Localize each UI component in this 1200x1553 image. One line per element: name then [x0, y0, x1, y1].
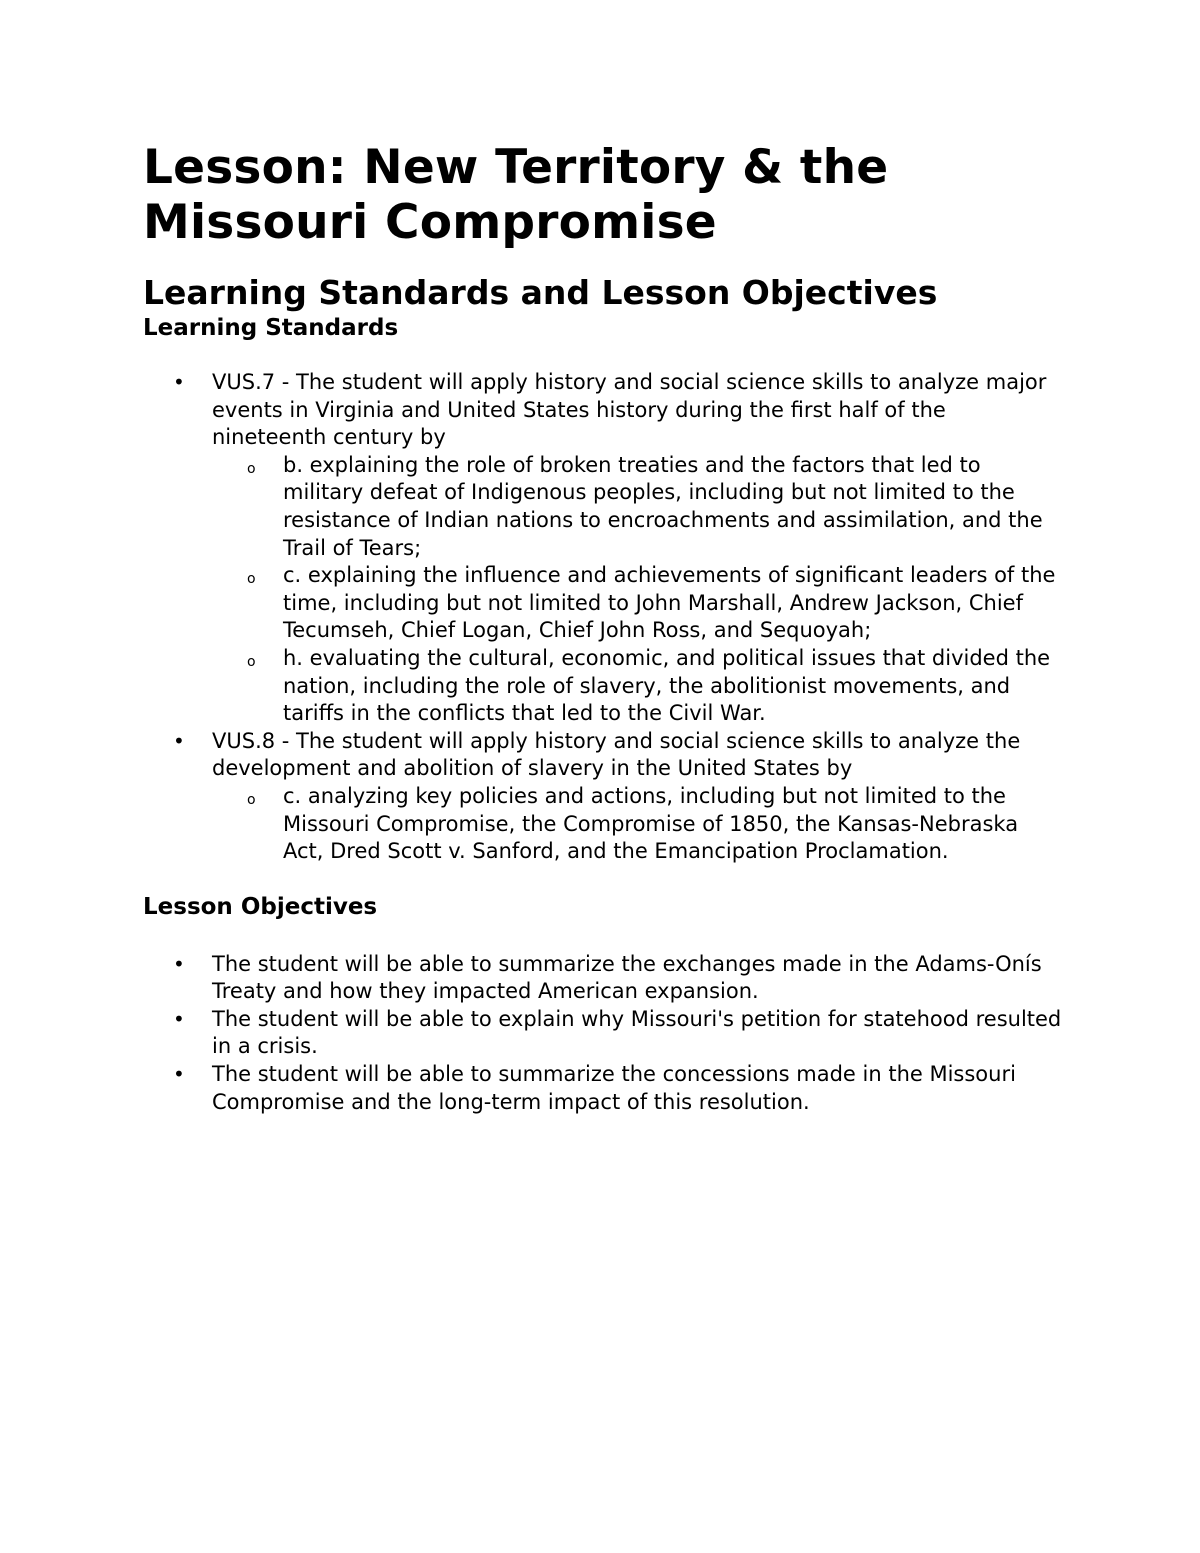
- learning-standards-list: [143, 369, 1063, 866]
- bullet-icon: •: [173, 728, 185, 753]
- objective-text: The student will be able to summarize the concessions made in the Missouri Compromise and the long-term impact of this resolution.: [212, 1062, 1016, 1114]
- sub-list: [212, 452, 1063, 728]
- list-item: [143, 951, 1063, 1006]
- sub-list-item: [211, 452, 1063, 562]
- sub-item-text: b. explaining the role of broken treaties and the factors that led to military defeat of Indigenous peoples, including but not limited to the resistance of Indian nations to encroachments and assimilation, and the Trail of Tears;: [283, 452, 1043, 560]
- lesson-objectives-list: [143, 951, 1063, 1117]
- objective-text: The student will be able to summarize the exchanges made in the Adams-Onís Treaty and how they impacted American expansion.: [212, 951, 1042, 1004]
- sub-list-item: [211, 783, 1063, 866]
- lesson-objectives-heading: Lesson Objectives: [143, 893, 378, 920]
- hollow-bullet-icon: o: [247, 460, 256, 477]
- standard-text: VUS.7 - The student will apply history and social science skills to analyze major events in Virginia and United States history during the first half of the nineteenth century by: [212, 370, 1047, 450]
- bullet-icon: •: [173, 370, 185, 394]
- section-heading: Learning Standards and Lesson Objectives: [143, 273, 938, 312]
- sub-list-item: [211, 562, 1063, 645]
- document-content: [143, 140, 1063, 1116]
- hollow-bullet-icon: o: [247, 653, 256, 670]
- sub-item-text: h. evaluating the cultural, economic, and political issues that divided the nation, including the role of slavery, the abolitionist movements, and tariffs in the conflicts that led to the Civil War.: [283, 645, 1051, 726]
- bullet-icon: •: [173, 951, 185, 976]
- hollow-bullet-icon: o: [247, 791, 256, 808]
- sub-list: [212, 783, 1063, 866]
- learning-standards-heading: Learning Standards: [143, 315, 399, 341]
- sub-item-text: c. explaining the influence and achievements of significant leaders of the time, including but not limited to John Marshall, Andrew Jackson, Chief Tecumseh, Chief Logan, Chief John Ross, and Sequoyah;: [283, 563, 1056, 643]
- standard-text: VUS.8 - The student will apply history and social science skills to analyze the development and abolition of slavery in the United States by: [212, 728, 1021, 781]
- bullet-icon: •: [173, 1062, 185, 1087]
- list-item: [143, 369, 1063, 728]
- list-item: [143, 1061, 1063, 1116]
- sub-item-text: c. analyzing key policies and actions, including but not limited to the Missouri Compromise, the Compromise of 1850, the Kansas-Nebraska Act, Dred Scott v. Sanford, and the Emancipation Proclamation.: [283, 783, 1019, 864]
- page-title: Lesson: New Territory & the Missouri Compromise: [143, 140, 889, 250]
- sub-list-item: [211, 645, 1063, 728]
- objective-text: The student will be able to explain why Missouri's petition for statehood resulted in a crisis.: [212, 1006, 1062, 1059]
- list-item: [143, 1006, 1063, 1061]
- bullet-icon: •: [173, 1006, 185, 1031]
- hollow-bullet-icon: o: [247, 571, 256, 588]
- list-item: [143, 728, 1063, 866]
